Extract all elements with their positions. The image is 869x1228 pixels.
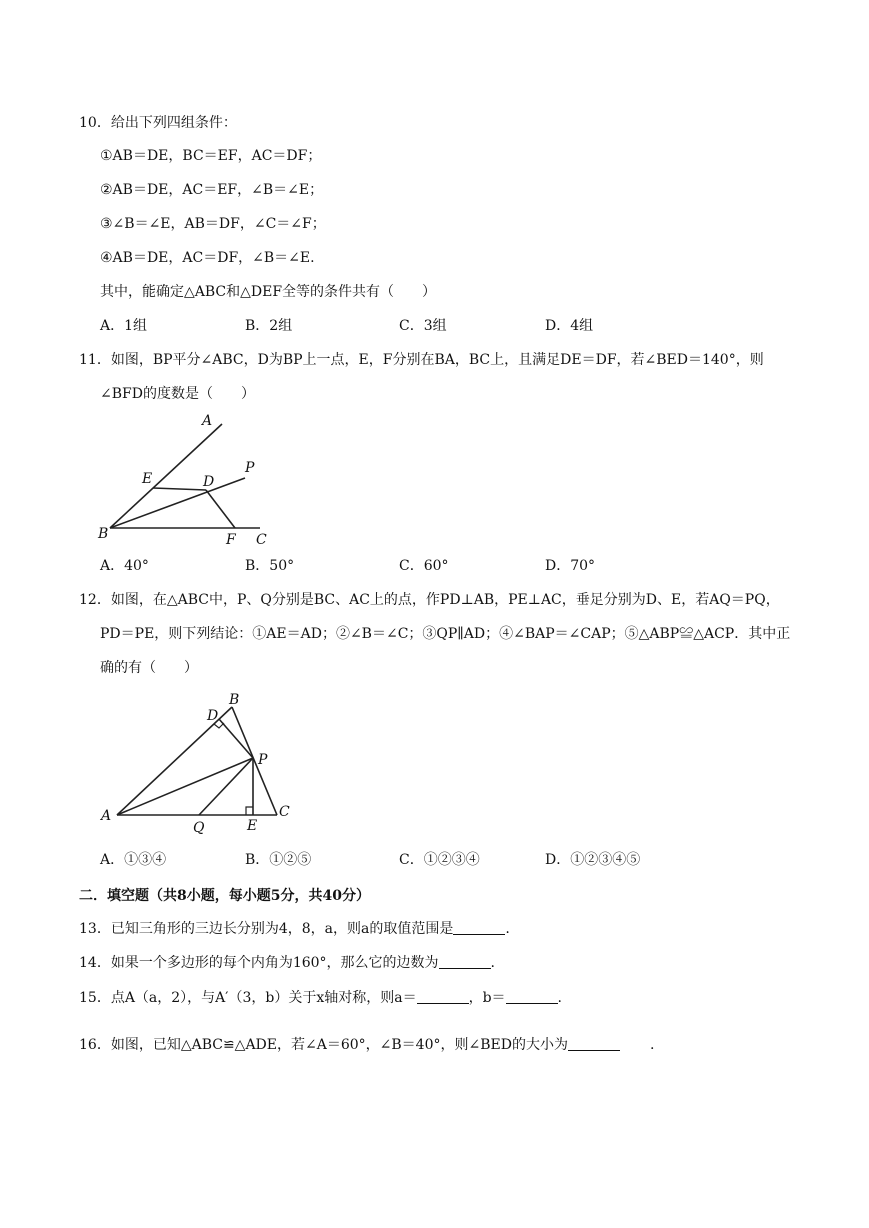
q11-option-c[interactable]: C．60° bbox=[399, 558, 449, 574]
q10-condition-2: ②AB＝DE，AC＝EF，∠B＝∠E； bbox=[100, 182, 324, 198]
q11-option-b[interactable]: B．50° bbox=[245, 558, 295, 574]
q16-text: 16．如图，已知△ABC≌△ADE，若∠A＝60°，∠B＝40°，则∠BED的大小为 bbox=[79, 1037, 568, 1053]
q15-text: 15．点A（a，2），与A′（3，b）关于x轴对称，则a＝ bbox=[79, 990, 417, 1006]
q13-text: 13．已知三角形的三边长分别为4，8，a，则a的取值范围是 bbox=[79, 921, 454, 937]
q15-end: . bbox=[557, 990, 562, 1006]
q12-label-q: Q bbox=[193, 820, 205, 836]
q10-condition-4: ④AB＝DE，AC＝DF，∠B＝∠E. bbox=[100, 250, 315, 266]
q12-figure bbox=[95, 690, 305, 840]
q11-label-p: P bbox=[245, 460, 255, 476]
q11-label-c: C bbox=[256, 532, 267, 548]
q10-condition-1: ①AB＝DE，BC＝EF，AC＝DF； bbox=[100, 148, 322, 164]
q11-option-a[interactable]: A．40° bbox=[100, 558, 149, 574]
q12-label-e: E bbox=[247, 818, 258, 834]
q12-label-d: D bbox=[207, 708, 219, 724]
q11-label-f: F bbox=[226, 532, 236, 548]
q16 bbox=[79, 1035, 654, 1055]
q15-answer-blank-a[interactable] bbox=[417, 989, 469, 1004]
q10-question: 其中，能确定△ABC和△DEF全等的条件共有（ ） bbox=[100, 284, 437, 300]
q12-label-p: P bbox=[258, 752, 268, 768]
q15-mid: ，b＝ bbox=[468, 990, 506, 1006]
q13 bbox=[79, 919, 510, 939]
q10-stem: 10．给出下列四组条件： bbox=[79, 115, 237, 131]
q14-text: 14．如果一个多边形的每个内角为160°，那么它的边数为 bbox=[79, 955, 439, 971]
q11-label-a: A bbox=[202, 413, 213, 429]
q15-answer-blank-b[interactable] bbox=[506, 989, 558, 1004]
q11-label-b: B bbox=[98, 526, 109, 542]
q11-figure bbox=[90, 408, 290, 548]
q12-label-b: B bbox=[229, 692, 240, 708]
q16-answer-blank[interactable] bbox=[568, 1036, 620, 1051]
q12-label-c: C bbox=[279, 804, 290, 820]
q13-answer-blank[interactable] bbox=[453, 920, 505, 935]
q11-label-d: D bbox=[203, 474, 215, 490]
q12-label-a: A bbox=[101, 808, 112, 824]
q11-label-e: E bbox=[142, 471, 153, 487]
q10-option-d[interactable]: D．4组 bbox=[545, 318, 594, 334]
q11-stem-line-1: 11．如图，BP平分∠ABC，D为BP上一点，E，F分别在BA，BC上，且满足DE＝DF，若∠BED＝140°，则 bbox=[79, 352, 764, 368]
q14 bbox=[79, 953, 495, 973]
q12-stem-line-2: PD＝PE，则下列结论：①AE＝AD；②∠B＝∠C；③QP∥AD；④∠BAP＝∠CAP；⑤△ABP≌△ACP．其中正 bbox=[100, 626, 791, 642]
q12-option-b[interactable]: B．①②⑤ bbox=[245, 852, 312, 868]
q10-option-b[interactable]: B．2组 bbox=[245, 318, 293, 334]
q10-option-a[interactable]: A．1组 bbox=[100, 318, 148, 334]
q11-option-d[interactable]: D．70° bbox=[545, 558, 596, 574]
section-2-title: 二．填空题（共8小题，每小题5分，共40分） bbox=[79, 888, 370, 904]
q13-end: . bbox=[505, 921, 510, 937]
q12-option-d[interactable]: D．①②③④⑤ bbox=[545, 852, 641, 868]
q12-stem-line-1: 12．如图，在△ABC中，P、Q分别是BC、AC上的点，作PD⊥AB，PE⊥AC，垂足分别为D、E，若AQ＝PQ， bbox=[79, 592, 780, 608]
q12-option-a[interactable]: A．①③④ bbox=[100, 852, 167, 868]
q10-condition-3: ③∠B＝∠E，AB＝DF，∠C＝∠F； bbox=[100, 216, 326, 232]
q12-stem-line-3: 确的有（ ） bbox=[100, 660, 198, 676]
q12-option-c[interactable]: C．①②③④ bbox=[399, 852, 480, 868]
q10-option-c[interactable]: C．3组 bbox=[399, 318, 447, 334]
q15 bbox=[79, 988, 562, 1008]
q16-end: . bbox=[649, 1037, 655, 1053]
q14-end: . bbox=[490, 955, 495, 971]
q11-stem-line-2: ∠BFD的度数是（ ） bbox=[100, 386, 255, 402]
q14-answer-blank[interactable] bbox=[439, 954, 491, 969]
